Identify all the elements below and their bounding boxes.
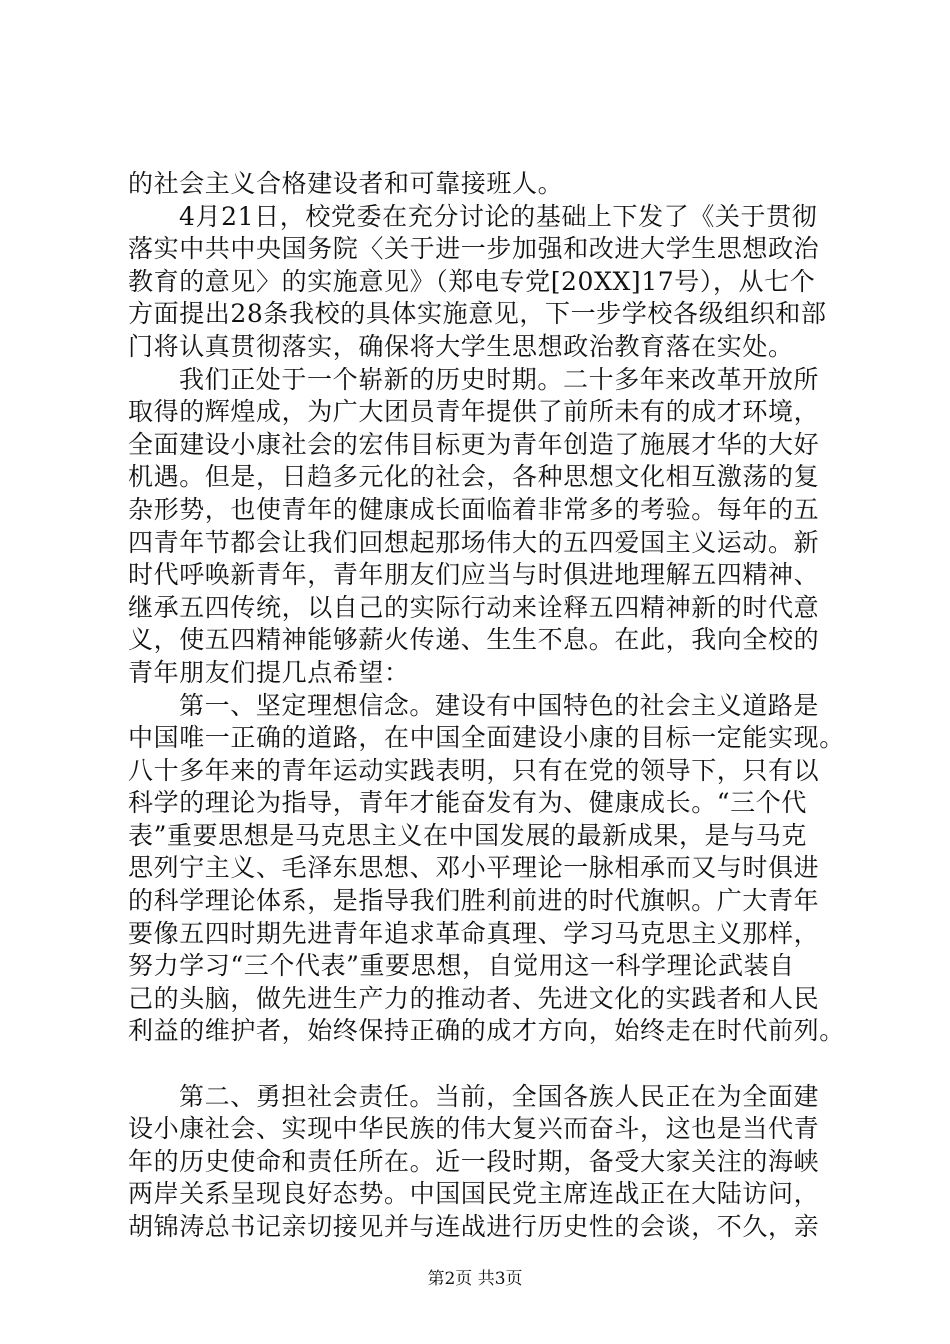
text-line: 设小康社会、实现中华民族的伟大复兴而奋斗，这也是当代青 [128,1114,820,1144]
text-line: 中国唯一正确的道路，在中国全面建设小康的目标一定能实现。 [128,723,845,753]
text-line: 取得的辉煌成，为广大团员青年提供了前所未有的成才环境， [128,397,820,427]
text-line: 年的历史使命和责任所在。近一段时期，备受大家关注的海峡 [128,1146,820,1176]
document-body [128,168,845,1244]
text-line: 利益的维护者，始终保持正确的成才方向，始终走在时代前列。 [128,1016,845,1046]
text-line: 我们正处于一个崭新的历史时期。二十多年来改革开放所 [179,364,820,394]
paragraph-spacer [128,1048,830,1081]
text-line: 全面建设小康社会的宏伟目标更为青年创造了施展才华的大好 [128,429,820,459]
text-line: 继承五四传统，以自己的实际行动来诠释五四精神新的时代意 [128,592,820,622]
text-line: 杂形势，也使青年的健康成长面临着非常多的考验。每年的五 [128,494,820,524]
text-line: 八十多年来的青年运动实践表明，只有在党的领导下，只有以 [128,755,820,785]
text-line: 科学的理论为指导，青年才能奋发有为、健康成长。“三个代 [128,788,807,818]
text-line: 第一、坚定理想信念。建设有中国特色的社会主义道路是 [179,690,820,720]
paragraph-continuation [128,168,830,201]
page-number-footer: 第2页 共3页 [427,1269,523,1289]
text-line: 义，使五四精神能够薪火传递、生生不息。在此，我向全校的 [128,625,820,655]
text-line: 落实中共中央国务院〈关于进一步加强和改进大学生思想政治 [128,234,820,264]
text-line: 4月21日，校党委在充分讨论的基础上下发了《关于贯彻 [179,201,818,231]
text-line: 机遇。但是，日趋多元化的社会，各种思想文化相互激荡的复 [128,462,820,492]
text-line: 努力学习“三个代表”重要思想，自觉用这一科学理论武装自 [128,951,795,981]
text-line: 的社会主义合格建设者和可靠接班人。 [128,169,564,198]
text-line: 要像五四时期先进青年追求革命真理、学习马克思主义那样， [128,918,820,948]
text-line: 己的头脑，做先进生产力的推动者、先进文化的实践者和人民 [128,983,820,1013]
text-line: 方面提出28条我校的具体实施意见，下一步学校各级组织和部 [128,299,827,329]
text-line: 四青年节都会让我们回想起那场伟大的五四爱国主义运动。新 [128,527,820,557]
text-line: 第二、勇担社会责任。当前，全国各族人民正在为全面建 [179,1081,820,1111]
text-line: 胡锦涛总书记亲切接见并与连战进行历史性的会谈，不久，亲 [128,1212,820,1241]
text-line: 思列宁主义、毛泽东思想、邓小平理论一脉相承而又与时俱进 [128,853,820,883]
text-line: 两岸关系呈现良好态势。中国国民党主席连战正在大陆访问， [128,1179,820,1209]
paragraph-implementation-opinion [128,201,830,364]
text-line: 教育的意见〉的实施意见》（郑电专党[20XX]17号），从七个 [128,266,816,296]
text-line: 时代呼唤新青年，青年朋友们应当与时俱进地理解五四精神、 [128,560,820,590]
text-line: 的科学理论体系，是指导我们胜利前进的时代旗帜。广大青年 [128,886,820,916]
text-line: 青年朋友们提几点希望： [128,657,410,687]
text-line: 门将认真贯彻落实，确保将大学生思想政治教育落在实处。 [128,331,794,361]
text-line: 表”重要思想是马克思主义在中国发展的最新成果，是与马克 [128,820,807,850]
paragraph-first-point [128,690,845,1049]
paragraph-new-era [128,364,830,690]
paragraph-second-point [128,1081,830,1244]
